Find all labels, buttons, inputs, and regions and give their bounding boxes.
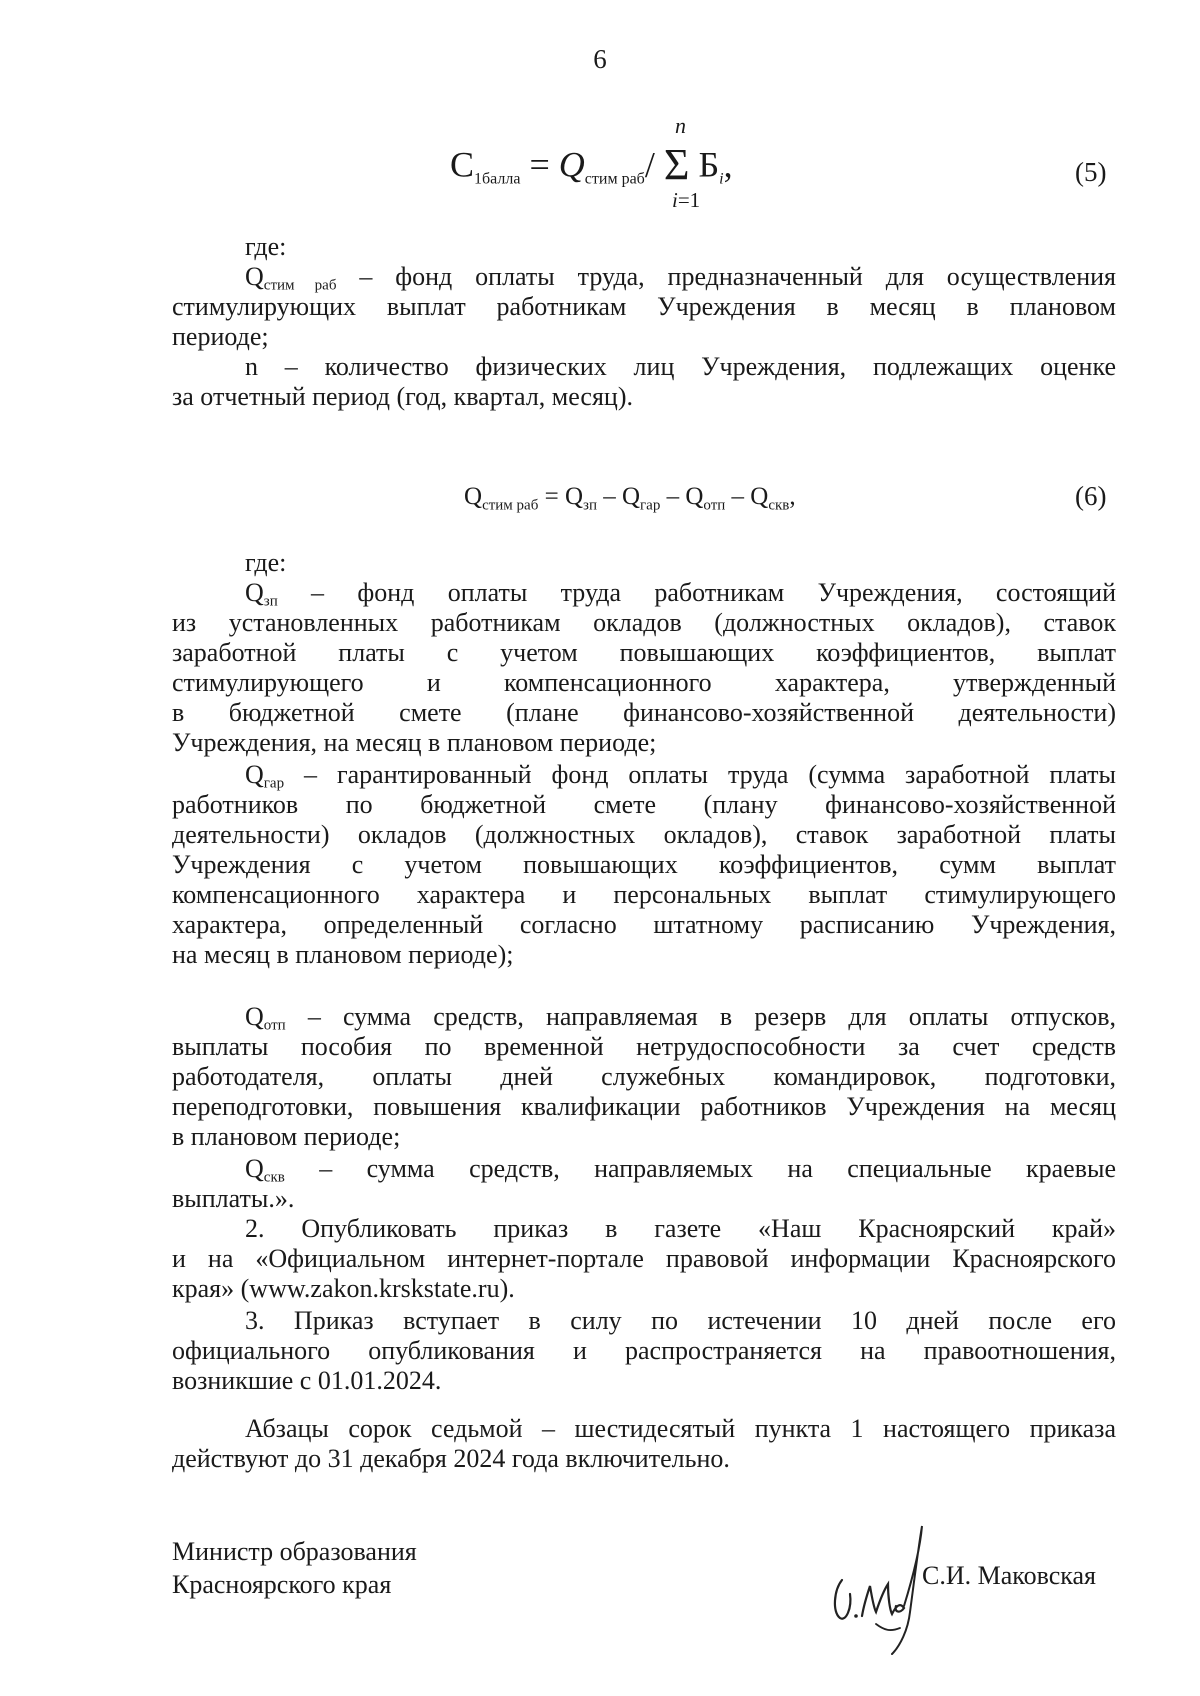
formula-5-number: (5) — [1075, 157, 1107, 187]
handwritten-signature — [830, 1520, 930, 1660]
formula-5-main: $С_{1балла} = Q_{стим раб}/$ Σ $Б_i$, — [450, 140, 733, 189]
def-qotp-line3: работодателя, оплаты дней служебных командировок, подготовки, — [172, 1062, 1116, 1091]
def-qstim-line3: периоде; — [172, 322, 269, 351]
def-qgar-line2: работников по бюджетной смете (плану финансово-хозяйственной — [172, 790, 1116, 819]
sum-upper-limit: n — [675, 113, 686, 138]
def-qzp-line2: из установленных работникам окладов (должностных окладов), ставок — [172, 608, 1116, 637]
closing-line1: Абзацы сорок седьмой – шестидесятый пункта 1 настоящего приказа — [245, 1414, 1116, 1443]
def-qzp-line3: заработной платы с учетом повышающих коэффициентов, выплат — [172, 638, 1116, 667]
item-3-line2: официального опубликования и распространяется на правоотношения, — [172, 1336, 1116, 1365]
def-qotp-line1: $Q_{отп}$ – сумма средств, направляемая в резерв для оплаты отпусков, — [245, 1002, 1116, 1034]
def-qotp-line5: в плановом периоде; — [172, 1122, 401, 1151]
def-qskv-line1: $Q_{скв}$ – сумма средств, направляемых на специальные краевые — [245, 1154, 1116, 1186]
def-qgar-line1: $Q_{гар}$ – гарантированный фонд оплаты труда (сумма заработной платы — [245, 760, 1116, 792]
def-qzp-line5: в бюджетной смете (плане финансово-хозяйственной деятельности) — [172, 698, 1116, 727]
def-qstim-line1: $Q_{стим раб}$ – фонд оплаты труда, предназначенный для осуществления — [245, 262, 1116, 294]
def-qotp-line2: выплаты пособия по временной нетрудоспособности за счет средств — [172, 1032, 1116, 1061]
def-qgar-line7: на месяц в плановом периоде); — [172, 940, 514, 969]
def-qzp-line4: стимулирующего и компенсационного характера, утвержденный — [172, 668, 1116, 697]
def-qgar-line4: Учреждения с учетом повышающих коэффициентов, сумм выплат — [172, 850, 1116, 879]
def-qgar-line6: характера, определенный согласно штатному расписанию Учреждения, — [172, 910, 1116, 939]
item-3-line1: 3. Приказ вступает в силу по истечении 10 дней после его — [245, 1306, 1116, 1335]
def-qskv-line2: выплаты.». — [172, 1184, 295, 1213]
signer-title-1: Министр образования — [172, 1537, 417, 1566]
def-qzp-line1: $Q_{зп}$ – фонд оплаты труда работникам Учреждения, состоящий — [245, 578, 1116, 610]
formula-6: $Q_{стим раб} = Q_{зп} - Q_{гар} - Q_{отп} - Q_{скв}$, — [464, 483, 796, 514]
where-label: где: — [245, 232, 287, 261]
item-2-line3: края» (www.zakon.krskstate.ru). — [172, 1274, 515, 1303]
signer-title-2: Красноярского края — [172, 1570, 392, 1599]
formula-6-number: (6) — [1075, 481, 1107, 511]
signer-name: С.И. Маковская — [922, 1561, 1096, 1590]
def-qotp-line4: переподготовки, повышения квалификации работников Учреждения на месяц — [172, 1092, 1116, 1121]
item-2-line1: 2. Опубликовать приказ в газете «Наш Красноярский край» — [245, 1214, 1116, 1243]
closing-line2: действуют до 31 декабря 2024 года включительно. — [172, 1444, 730, 1473]
item-3-line3: возникшие с 01.01.2024. — [172, 1366, 442, 1395]
def-n-line2: за отчетный период (год, квартал, месяц). — [172, 382, 634, 411]
where-label-2: где: — [245, 548, 287, 577]
sum-lower-limit: i=1 — [672, 188, 701, 212]
def-qstim-line2: стимулирующих выплат работникам Учреждения в месяц в плановом — [172, 292, 1116, 321]
def-qgar-line3: деятельности) окладов (должностных окладов), ставок заработной платы — [172, 820, 1116, 849]
def-qzp-line6: Учреждения, на месяц в плановом периоде; — [172, 728, 657, 757]
sigma-symbol: Σ — [663, 140, 690, 189]
item-2-line2: и на «Официальном интернет-портале правовой информации Красноярского — [172, 1244, 1116, 1273]
def-qgar-line5: компенсационного характера и персональных выплат стимулирующего — [172, 880, 1116, 909]
def-n-line1: n – количество физических лиц Учреждения, подлежащих оценке — [245, 352, 1116, 381]
page-number: 6 — [593, 44, 607, 74]
